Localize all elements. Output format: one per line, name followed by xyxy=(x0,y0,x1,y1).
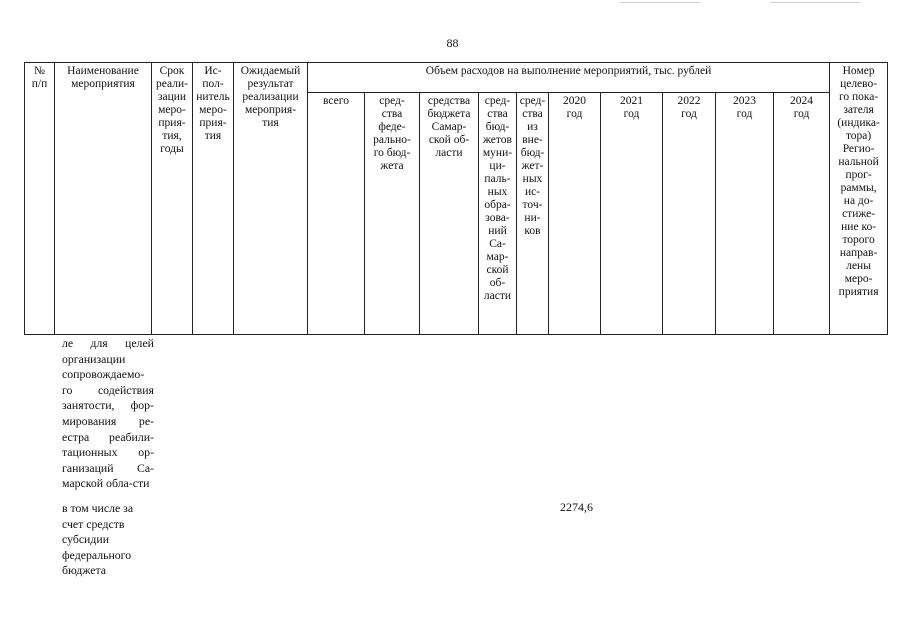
subcol-2024-header: 2024 год xyxy=(774,93,830,335)
subcol-2021-header: 2021 год xyxy=(601,93,663,335)
col-expenses-group-header: Объем расходов на выполнение мероприятий, тыс. рублей xyxy=(308,63,830,93)
subcol-2022-header: 2022 год xyxy=(663,93,716,335)
col-indicator-header: Номер целево- го пока- зателя (индика- тора) Регио- нальной прог- раммы, на до- стиже- ние ко- торого направ- лены меро- приятия xyxy=(830,63,888,335)
activity-name-continuation: ле для целей организации сопровождаемо-го содействия занятости, фор-мирования ре-естра реабили-тационных ор-ганизаций Са-марской обла-сти xyxy=(62,336,154,491)
col-name-header: Наименование мероприятия xyxy=(55,63,152,335)
col-term-header: Срок реали- зации меро- прия- тия, годы xyxy=(152,63,193,335)
subcol-extrabudget-header: сред- ства из вне- бюд- жет- ных ис- точ- ни- ков xyxy=(517,93,549,335)
subcol-total-header: всего xyxy=(308,93,365,335)
col-number-header: № п/п xyxy=(25,63,55,335)
subcol-2023-header: 2023 год xyxy=(716,93,774,335)
subcol-municipal-header: сред- ства бюд- жетов муни- ци- паль- ных обра- зова- ний Са- мар- ской об- ласти xyxy=(479,93,517,335)
federal-subsidy-value: 2274,6 xyxy=(560,500,593,514)
col-result-header: Ожидаемый результат реализации мероприя- тия xyxy=(234,63,308,335)
subcol-federal-header: сред- ства феде- рально- го бюд- жета xyxy=(365,93,420,335)
federal-subsidy-label: в том числе за счет средств субсидии федерального бюджета xyxy=(62,501,134,578)
page-number: 88 xyxy=(446,36,459,50)
col-executor-header: Ис- пол- нитель меро- прия- тия xyxy=(193,63,234,335)
subcol-2020-header: 2020 год xyxy=(549,93,601,335)
subcol-regional-header: средства бюджета Самар- ской об- ласти xyxy=(420,93,479,335)
expenses-table-header xyxy=(24,62,888,335)
